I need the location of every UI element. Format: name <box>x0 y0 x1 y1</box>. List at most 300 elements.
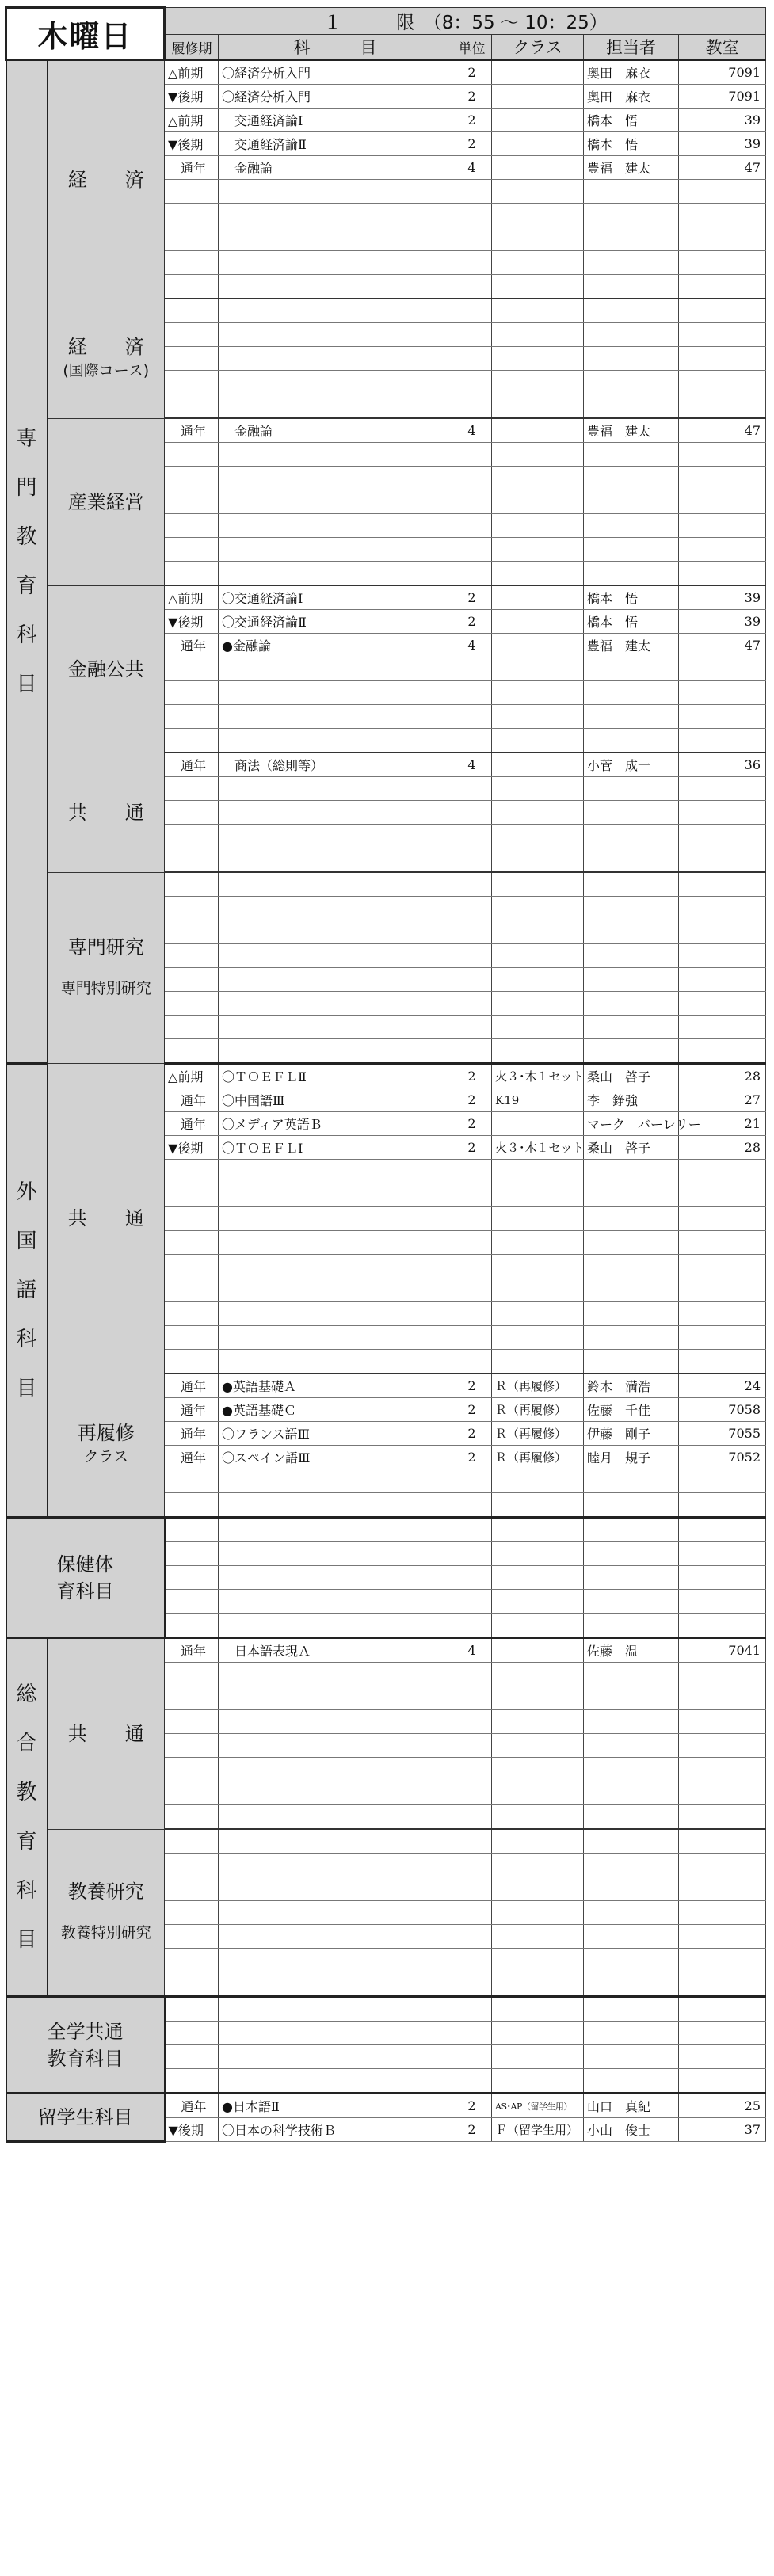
cell-credits <box>452 443 492 467</box>
cell-class <box>492 1614 584 1638</box>
cell-subject <box>219 1877 452 1901</box>
cell-subject: 商法（総則等） <box>219 753 452 777</box>
cell-subject <box>219 1829 452 1854</box>
cell-subject <box>219 681 452 705</box>
cell-subject <box>219 538 452 562</box>
cell-class <box>492 1302 584 1326</box>
cell-class <box>492 2022 584 2045</box>
subsection-label-text: 共 通 <box>67 1722 144 1745</box>
section-label <box>6 2094 165 2142</box>
cell-room <box>679 1877 766 1901</box>
cell-class <box>492 109 584 132</box>
cell-class <box>492 1710 584 1734</box>
cell-subject: 〇交通経済論Ⅰ <box>219 585 452 610</box>
section-label-char: 目 <box>104 2047 124 2070</box>
col-class-header: クラス <box>492 35 584 60</box>
cell-teacher <box>584 2045 679 2069</box>
cell-teacher <box>584 1758 679 1781</box>
cell-credits <box>452 1854 492 1877</box>
subsection-label <box>48 1638 165 1830</box>
section-label-char: 専 <box>16 427 37 451</box>
cell-term <box>165 1614 219 1638</box>
cell-subject: 〇ＴＯＥＦＬⅠ <box>219 1136 452 1160</box>
cell-term <box>165 1877 219 1901</box>
cell-term <box>165 394 219 419</box>
cell-term <box>165 1710 219 1734</box>
cell-class <box>492 1518 584 1542</box>
cell-term <box>165 251 219 275</box>
cell-room <box>679 1518 766 1542</box>
subsection-label-text: 金融公共 <box>67 657 144 680</box>
cell-subject: ●金融論 <box>219 634 452 657</box>
cell-class <box>492 538 584 562</box>
cell-credits <box>452 729 492 753</box>
cell-class: 火３･木１セット <box>492 1064 584 1088</box>
cell-class <box>492 443 584 467</box>
section-label-char: 教 <box>16 525 37 549</box>
cell-subject <box>219 1255 452 1278</box>
day-title: 木曜日 <box>6 8 165 60</box>
cell-credits <box>452 1183 492 1207</box>
subsection-label-text: (国際コース) <box>63 361 150 379</box>
section-label-char: 門 <box>16 476 37 500</box>
cell-term: ▼後期 <box>165 1136 219 1160</box>
cell-room: 47 <box>679 418 766 443</box>
cell-term: 通年 <box>165 156 219 180</box>
cell-room <box>679 1039 766 1064</box>
cell-teacher <box>584 777 679 801</box>
cell-subject <box>219 1734 452 1758</box>
cell-class: Ｒ（再履修） <box>492 1446 584 1469</box>
cell-credits <box>452 920 492 944</box>
cell-room: 28 <box>679 1064 766 1088</box>
cell-room: 7041 <box>679 1638 766 1663</box>
cell-teacher: 小山 俊士 <box>584 2118 679 2142</box>
cell-teacher <box>584 1854 679 1877</box>
cell-room <box>679 1278 766 1302</box>
cell-term <box>165 490 219 514</box>
cell-teacher <box>584 920 679 944</box>
cell-teacher <box>584 1350 679 1374</box>
cell-class <box>492 1493 584 1518</box>
table-row <box>6 1064 766 1088</box>
cell-room <box>679 1734 766 1758</box>
cell-teacher <box>584 1590 679 1614</box>
cell-class <box>492 1877 584 1901</box>
cell-term <box>165 1231 219 1255</box>
cell-term <box>165 180 219 204</box>
cell-room <box>679 801 766 825</box>
cell-class <box>492 1805 584 1830</box>
cell-term <box>165 204 219 227</box>
section-label-char: 学 <box>56 2106 76 2128</box>
table-row <box>6 872 766 897</box>
cell-room <box>679 443 766 467</box>
cell-credits <box>452 825 492 848</box>
cell-room: 27 <box>679 1088 766 1112</box>
section-label-char: 体 <box>94 1553 114 1576</box>
section-label <box>6 60 48 1064</box>
cell-room <box>679 1710 766 1734</box>
cell-room: 39 <box>679 132 766 156</box>
cell-subject <box>219 1493 452 1518</box>
cell-teacher <box>584 968 679 992</box>
cell-class <box>492 1326 584 1350</box>
cell-term: 通年 <box>165 634 219 657</box>
cell-credits <box>452 275 492 299</box>
cell-teacher <box>584 1493 679 1518</box>
cell-room <box>679 180 766 204</box>
cell-teacher <box>584 275 679 299</box>
cell-credits <box>452 777 492 801</box>
cell-subject <box>219 1686 452 1710</box>
cell-room: 7091 <box>679 60 766 85</box>
cell-credits <box>452 562 492 586</box>
subsection-spacer <box>48 959 165 977</box>
cell-class <box>492 85 584 109</box>
cell-credits <box>452 705 492 729</box>
cell-room <box>679 705 766 729</box>
cell-teacher <box>584 729 679 753</box>
cell-teacher: 睦月 規子 <box>584 1446 679 1469</box>
cell-teacher <box>584 1686 679 1710</box>
cell-subject <box>219 1302 452 1326</box>
cell-class <box>492 634 584 657</box>
cell-room: 39 <box>679 610 766 634</box>
cell-teacher: 佐藤 温 <box>584 1638 679 1663</box>
cell-class <box>492 467 584 490</box>
cell-term <box>165 1566 219 1590</box>
cell-credits: 4 <box>452 753 492 777</box>
cell-term <box>165 992 219 1016</box>
subsection-label <box>48 1374 165 1518</box>
cell-term <box>165 1493 219 1518</box>
cell-subject: 金融論 <box>219 156 452 180</box>
cell-subject <box>219 1160 452 1183</box>
cell-room: 7055 <box>679 1422 766 1446</box>
cell-room <box>679 1805 766 1830</box>
cell-term <box>165 1207 219 1231</box>
cell-term <box>165 1183 219 1207</box>
cell-class <box>492 1542 584 1566</box>
cell-teacher: 豊福 建太 <box>584 418 679 443</box>
cell-credits <box>452 347 492 371</box>
cell-subject: 〇スペイン語Ⅲ <box>219 1446 452 1469</box>
cell-teacher <box>584 1542 679 1566</box>
cell-credits <box>452 1566 492 1590</box>
cell-teacher <box>584 1901 679 1925</box>
cell-credits <box>452 1972 492 1997</box>
cell-term <box>165 1302 219 1326</box>
cell-credits <box>452 1016 492 1039</box>
cell-class <box>492 1638 584 1663</box>
cell-class <box>492 1016 584 1039</box>
cell-credits <box>452 1207 492 1231</box>
cell-term <box>165 1805 219 1830</box>
cell-room <box>679 1493 766 1518</box>
cell-credits <box>452 1805 492 1830</box>
cell-term <box>165 777 219 801</box>
cell-term <box>165 299 219 323</box>
cell-teacher: 橋本 悟 <box>584 585 679 610</box>
cell-teacher: 橋本 悟 <box>584 610 679 634</box>
cell-term: △前期 <box>165 585 219 610</box>
cell-class <box>492 371 584 394</box>
table-row <box>6 1374 766 1398</box>
cell-term <box>165 1829 219 1854</box>
cell-room <box>679 514 766 538</box>
cell-teacher <box>584 705 679 729</box>
cell-credits <box>452 394 492 419</box>
subsection-label-text: 共 通 <box>67 1207 144 1230</box>
cell-room <box>679 944 766 968</box>
subsection-label <box>48 1064 165 1374</box>
cell-credits <box>452 1710 492 1734</box>
subsection-label-text: 産業経営 <box>67 490 144 513</box>
cell-room <box>679 1542 766 1566</box>
cell-subject: 〇日本の科学技術Ｂ <box>219 2118 452 2142</box>
cell-subject <box>219 443 452 467</box>
cell-class <box>492 1112 584 1136</box>
cell-teacher <box>584 394 679 419</box>
cell-credits <box>452 1734 492 1758</box>
section-label-char: 教 <box>47 2047 67 2070</box>
cell-subject <box>219 848 452 873</box>
cell-teacher <box>584 1255 679 1278</box>
cell-credits <box>452 1829 492 1854</box>
cell-credits: 2 <box>452 1398 492 1422</box>
cell-term <box>165 848 219 873</box>
section-label-char: 目 <box>113 2106 133 2128</box>
cell-credits <box>452 897 492 920</box>
cell-term: 通年 <box>165 753 219 777</box>
cell-subject <box>219 180 452 204</box>
cell-term <box>165 2022 219 2045</box>
cell-room: 37 <box>679 2118 766 2142</box>
cell-subject <box>219 275 452 299</box>
cell-credits: 2 <box>452 1088 492 1112</box>
cell-term <box>165 2045 219 2069</box>
cell-subject <box>219 729 452 753</box>
section-label-char: 目 <box>16 1377 37 1400</box>
cell-room: 47 <box>679 156 766 180</box>
cell-subject <box>219 920 452 944</box>
cell-room <box>679 872 766 897</box>
period-title: １ 限 （8：55 ～ 10：25） <box>165 8 766 35</box>
cell-room: 39 <box>679 585 766 610</box>
section-label-char: 科 <box>85 2047 105 2070</box>
cell-room <box>679 323 766 347</box>
cell-teacher <box>584 490 679 514</box>
cell-subject <box>219 1925 452 1949</box>
cell-class <box>492 562 584 586</box>
cell-credits: 2 <box>452 109 492 132</box>
cell-term: ▼後期 <box>165 85 219 109</box>
cell-term <box>165 1350 219 1374</box>
cell-class <box>492 705 584 729</box>
section-label-char: 科 <box>75 1580 95 1602</box>
cell-credits <box>452 1518 492 1542</box>
cell-teacher: 奥田 麻衣 <box>584 60 679 85</box>
cell-class <box>492 1350 584 1374</box>
cell-credits: 2 <box>452 132 492 156</box>
subsection-label <box>48 1829 165 1997</box>
cell-term: 通年 <box>165 1088 219 1112</box>
cell-term <box>165 1663 219 1686</box>
cell-teacher <box>584 1518 679 1542</box>
cell-class: Ｒ（再履修） <box>492 1374 584 1398</box>
cell-credits: 4 <box>452 1638 492 1663</box>
cell-teacher: 李 錚強 <box>584 1088 679 1112</box>
cell-class <box>492 872 584 897</box>
cell-teacher <box>584 251 679 275</box>
cell-subject <box>219 1016 452 1039</box>
cell-room: 24 <box>679 1374 766 1398</box>
cell-subject <box>219 1949 452 1972</box>
table-row <box>6 1829 766 1854</box>
cell-class <box>492 347 584 371</box>
section-label-char: 育 <box>66 2047 86 2070</box>
cell-subject <box>219 1972 452 1997</box>
cell-credits <box>452 227 492 251</box>
cell-term: ▼後期 <box>165 2118 219 2142</box>
cell-class <box>492 2069 584 2094</box>
cell-credits <box>452 681 492 705</box>
cell-credits <box>452 1781 492 1805</box>
cell-term <box>165 801 219 825</box>
table-row <box>6 1638 766 1663</box>
cell-class <box>492 323 584 347</box>
cell-subject <box>219 514 452 538</box>
cell-room <box>679 2022 766 2045</box>
cell-teacher <box>584 2022 679 2045</box>
cell-room <box>679 1590 766 1614</box>
cell-term <box>165 1854 219 1877</box>
cell-class <box>492 1231 584 1255</box>
cell-room <box>679 1854 766 1877</box>
subsection-label <box>48 585 165 753</box>
cell-term: 通年 <box>165 1446 219 1469</box>
cell-class: Ｆ（留学生用） <box>492 2118 584 2142</box>
cell-credits <box>452 1877 492 1901</box>
cell-term <box>165 729 219 753</box>
cell-term: △前期 <box>165 1064 219 1088</box>
cell-class <box>492 777 584 801</box>
cell-subject: 交通経済論Ⅱ <box>219 132 452 156</box>
cell-subject <box>219 347 452 371</box>
cell-subject <box>219 1518 452 1542</box>
cell-teacher <box>584 1663 679 1686</box>
cell-term <box>165 227 219 251</box>
cell-teacher <box>584 992 679 1016</box>
cell-subject <box>219 1614 452 1638</box>
cell-credits <box>452 1493 492 1518</box>
cell-subject <box>219 371 452 394</box>
cell-term <box>165 1901 219 1925</box>
cell-teacher <box>584 538 679 562</box>
table-row <box>6 299 766 323</box>
cell-class <box>492 60 584 85</box>
cell-class <box>492 1663 584 1686</box>
cell-credits <box>452 1614 492 1638</box>
cell-class <box>492 2045 584 2069</box>
cell-subject <box>219 801 452 825</box>
cell-subject <box>219 1231 452 1255</box>
cell-credits: 2 <box>452 85 492 109</box>
cell-room: 36 <box>679 753 766 777</box>
cell-term: 通年 <box>165 1422 219 1446</box>
cell-credits <box>452 1350 492 1374</box>
cell-class <box>492 681 584 705</box>
subsection-label <box>48 299 165 418</box>
cell-credits <box>452 538 492 562</box>
cell-teacher: 佐藤 千佳 <box>584 1398 679 1422</box>
cell-class <box>492 1829 584 1854</box>
section-label-char: 育 <box>56 1580 76 1602</box>
section-label-char: 国 <box>16 1229 37 1253</box>
cell-credits <box>452 371 492 394</box>
cell-term <box>165 1542 219 1566</box>
cell-subject: 交通経済論Ⅰ <box>219 109 452 132</box>
cell-credits <box>452 1997 492 2022</box>
cell-room: 25 <box>679 2094 766 2118</box>
subsection-label <box>48 753 165 872</box>
cell-room <box>679 920 766 944</box>
cell-class <box>492 801 584 825</box>
cell-class: Ｒ（再履修） <box>492 1398 584 1422</box>
cell-credits <box>452 1949 492 1972</box>
section-label-char: 合 <box>16 1732 37 1755</box>
cell-teacher <box>584 227 679 251</box>
cell-room: 47 <box>679 634 766 657</box>
cell-term <box>165 1469 219 1493</box>
table-row <box>6 585 766 610</box>
cell-subject <box>219 1710 452 1734</box>
cell-teacher: 橋本 悟 <box>584 109 679 132</box>
cell-class <box>492 1183 584 1207</box>
section-label-char: 語 <box>16 1278 37 1302</box>
cell-teacher <box>584 1829 679 1854</box>
cell-room: 7058 <box>679 1398 766 1422</box>
cell-term <box>165 323 219 347</box>
cell-room <box>679 1469 766 1493</box>
cell-term <box>165 681 219 705</box>
section-label-char: 科 <box>16 1328 37 1351</box>
cell-subject <box>219 1278 452 1302</box>
cell-room: 7091 <box>679 85 766 109</box>
cell-teacher <box>584 1183 679 1207</box>
cell-subject: 〇中国語Ⅲ <box>219 1088 452 1112</box>
cell-credits: 4 <box>452 418 492 443</box>
cell-teacher <box>584 681 679 705</box>
cell-class <box>492 1255 584 1278</box>
subsection-label-text: 経 済 <box>67 335 144 358</box>
cell-room <box>679 848 766 873</box>
cell-class <box>492 1901 584 1925</box>
cell-subject <box>219 1663 452 1686</box>
cell-class <box>492 920 584 944</box>
cell-class <box>492 657 584 681</box>
cell-room <box>679 2045 766 2069</box>
cell-subject <box>219 323 452 347</box>
cell-term: △前期 <box>165 109 219 132</box>
cell-room <box>679 204 766 227</box>
table-row <box>6 1518 766 1542</box>
timetable <box>5 6 766 2143</box>
cell-subject <box>219 992 452 1016</box>
cell-class <box>492 1686 584 1710</box>
cell-class <box>492 1781 584 1805</box>
